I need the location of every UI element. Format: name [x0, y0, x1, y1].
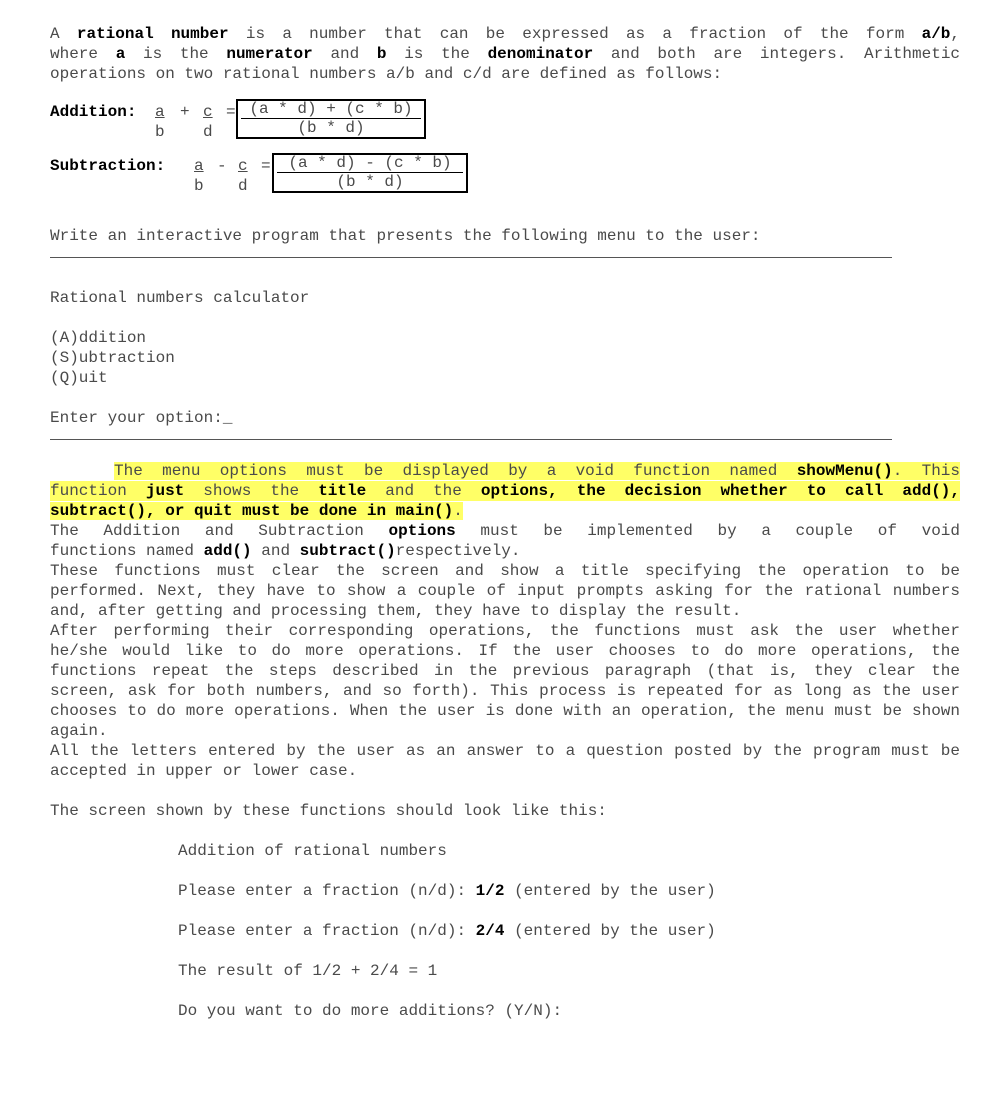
term-options: options: [388, 522, 456, 540]
sample-prompt-2: [178, 921, 960, 941]
menu-option-subtraction: (S)ubtraction: [50, 349, 175, 367]
denominator-b: b: [155, 123, 165, 141]
fraction-c-d: [203, 102, 213, 142]
intro-text: and both are integers. Arithmetic: [593, 45, 961, 63]
term-rational-number: rational number: [76, 25, 229, 43]
term-subtract-quit: subtract(), or quit must be done in main(): [50, 502, 454, 520]
fraction-a-b: [155, 102, 165, 142]
subtraction-result-numerator: (a * d) - (c * b): [277, 155, 463, 173]
term-options-decision: options, the decision whether to call add(),: [480, 482, 960, 500]
fraction-a-b: [194, 156, 204, 196]
hl-text: . This: [892, 462, 961, 480]
term-title: title: [318, 482, 367, 500]
intro-line-1: [50, 24, 960, 44]
prompt-line: Write an interactive program that presents the following menu to the user:: [50, 227, 761, 245]
term-ab: a/b: [921, 25, 951, 43]
menu-option-addition: (A)ddition: [50, 329, 147, 347]
addition-result-denominator: (b * d): [297, 119, 365, 137]
fn-showmenu: showMenu(): [796, 462, 893, 480]
denominator-b: b: [194, 177, 204, 195]
term-numerator: numerator: [226, 45, 313, 63]
fn-subtract: subtract(): [299, 542, 396, 560]
entered-value-2: 2/4: [475, 922, 505, 940]
requirements-highlight: [50, 461, 960, 521]
hl-text: The menu options must be displayed by a void function named: [114, 462, 797, 480]
assignment-document: [50, 24, 960, 1021]
intro-text: is the: [125, 45, 227, 63]
hl-line-3: [50, 501, 960, 521]
denominator-d: d: [203, 123, 213, 141]
sample-again-prompt: Do you want to do more additions? (Y/N):: [178, 1002, 563, 1020]
prompt-text: Please enter a fraction (n/d):: [178, 922, 476, 940]
hl-text: and the: [366, 482, 481, 500]
req-line-2: [50, 541, 960, 561]
hl-line-2: [50, 481, 960, 501]
hl-text: shows the: [184, 482, 319, 500]
subtraction-label: Subtraction:: [50, 157, 166, 175]
intro-text: is the: [386, 45, 488, 63]
menu-title: Rational numbers calculator: [50, 289, 310, 307]
fraction-c-d: [238, 156, 248, 196]
intro-text: is a number that can be expressed as a fraction of the form: [228, 25, 922, 43]
req-text: functions named: [50, 542, 204, 560]
addition-result-numerator: (a * d) + (c * b): [241, 101, 421, 119]
req-text: respectively.: [395, 542, 521, 560]
note-text: (entered by the user): [504, 882, 716, 900]
req-line-1: [50, 521, 960, 541]
intro-line-3: operations on two rational numbers a/b and c/d are defined as follows:: [50, 65, 723, 83]
term-a: a: [115, 45, 126, 63]
subtraction-result-denominator: (b * d): [336, 173, 404, 191]
entered-value-1: 1/2: [475, 882, 505, 900]
requirements-case: All the letters entered by the user as an answer to a question posted by the program must be accepted in upper or lower case.: [50, 742, 960, 780]
subtraction-formula: [50, 156, 960, 210]
sample-screen: [178, 821, 960, 1021]
equals-sign: =: [261, 157, 271, 175]
req-text: and: [251, 542, 300, 560]
req-text: must be implemented by a couple of void: [455, 522, 961, 540]
prompt-text: Please enter a fraction (n/d):: [178, 882, 476, 900]
plus-operator: +: [180, 103, 190, 121]
menu-enter-option: Enter your option:_: [50, 409, 233, 427]
intro-line-2: [50, 44, 960, 64]
fn-add: add(): [203, 542, 252, 560]
intro-text: A: [50, 25, 77, 43]
sample-prompt-1: [178, 881, 960, 901]
requirements-repeat: After performing their corresponding operations, the functions must ask the user whether he/she would like to do more operations. If the user chooses to do more operations, the functions repeat the steps described in the previous paragraph (that is, they clear the screen, ask for both numbers, and so forth). This process is repeated for as long as the user chooses to do more operations. When the user is done with an operation, the menu must be shown again.: [50, 622, 960, 740]
screen-intro: The screen shown by these functions should look like this:: [50, 802, 607, 820]
equals-sign: =: [226, 103, 236, 121]
note-text: (entered by the user): [504, 922, 716, 940]
addition-label: Addition:: [50, 103, 137, 121]
intro-text: where: [50, 45, 116, 63]
numerator-a: a: [194, 157, 204, 175]
sample-result: The result of 1/2 + 2/4 = 1: [178, 962, 438, 980]
hl-text: .: [453, 502, 463, 520]
numerator-a: a: [155, 103, 165, 121]
term-just: just: [145, 482, 185, 500]
term-denominator: denominator: [487, 45, 594, 63]
req-text: The Addition and Subtraction: [50, 522, 389, 540]
requirements-functions: [50, 521, 960, 561]
intro-text: ,: [950, 25, 961, 43]
sample-title: Addition of rational numbers: [178, 842, 447, 860]
intro-text: and: [312, 45, 377, 63]
denominator-d: d: [238, 177, 248, 195]
numerator-c: c: [203, 103, 213, 121]
numerator-c: c: [238, 157, 248, 175]
hl-line-1: [50, 461, 960, 481]
requirements-clear-screen: These functions must clear the screen and show a title specifying the operation to be performed. Next, they have to show a couple of input prompts asking for the rational numbers and, after getting and processing them, they have to display the result.: [50, 562, 960, 620]
hl-text: function: [50, 482, 146, 500]
addition-result-box: [236, 99, 426, 139]
subtraction-result-box: [272, 153, 468, 193]
addition-formula: [50, 102, 960, 156]
term-b: b: [376, 45, 387, 63]
menu-option-quit: (Q)uit: [50, 369, 108, 387]
minus-operator: -: [217, 157, 227, 175]
intro-paragraph: [50, 24, 960, 84]
